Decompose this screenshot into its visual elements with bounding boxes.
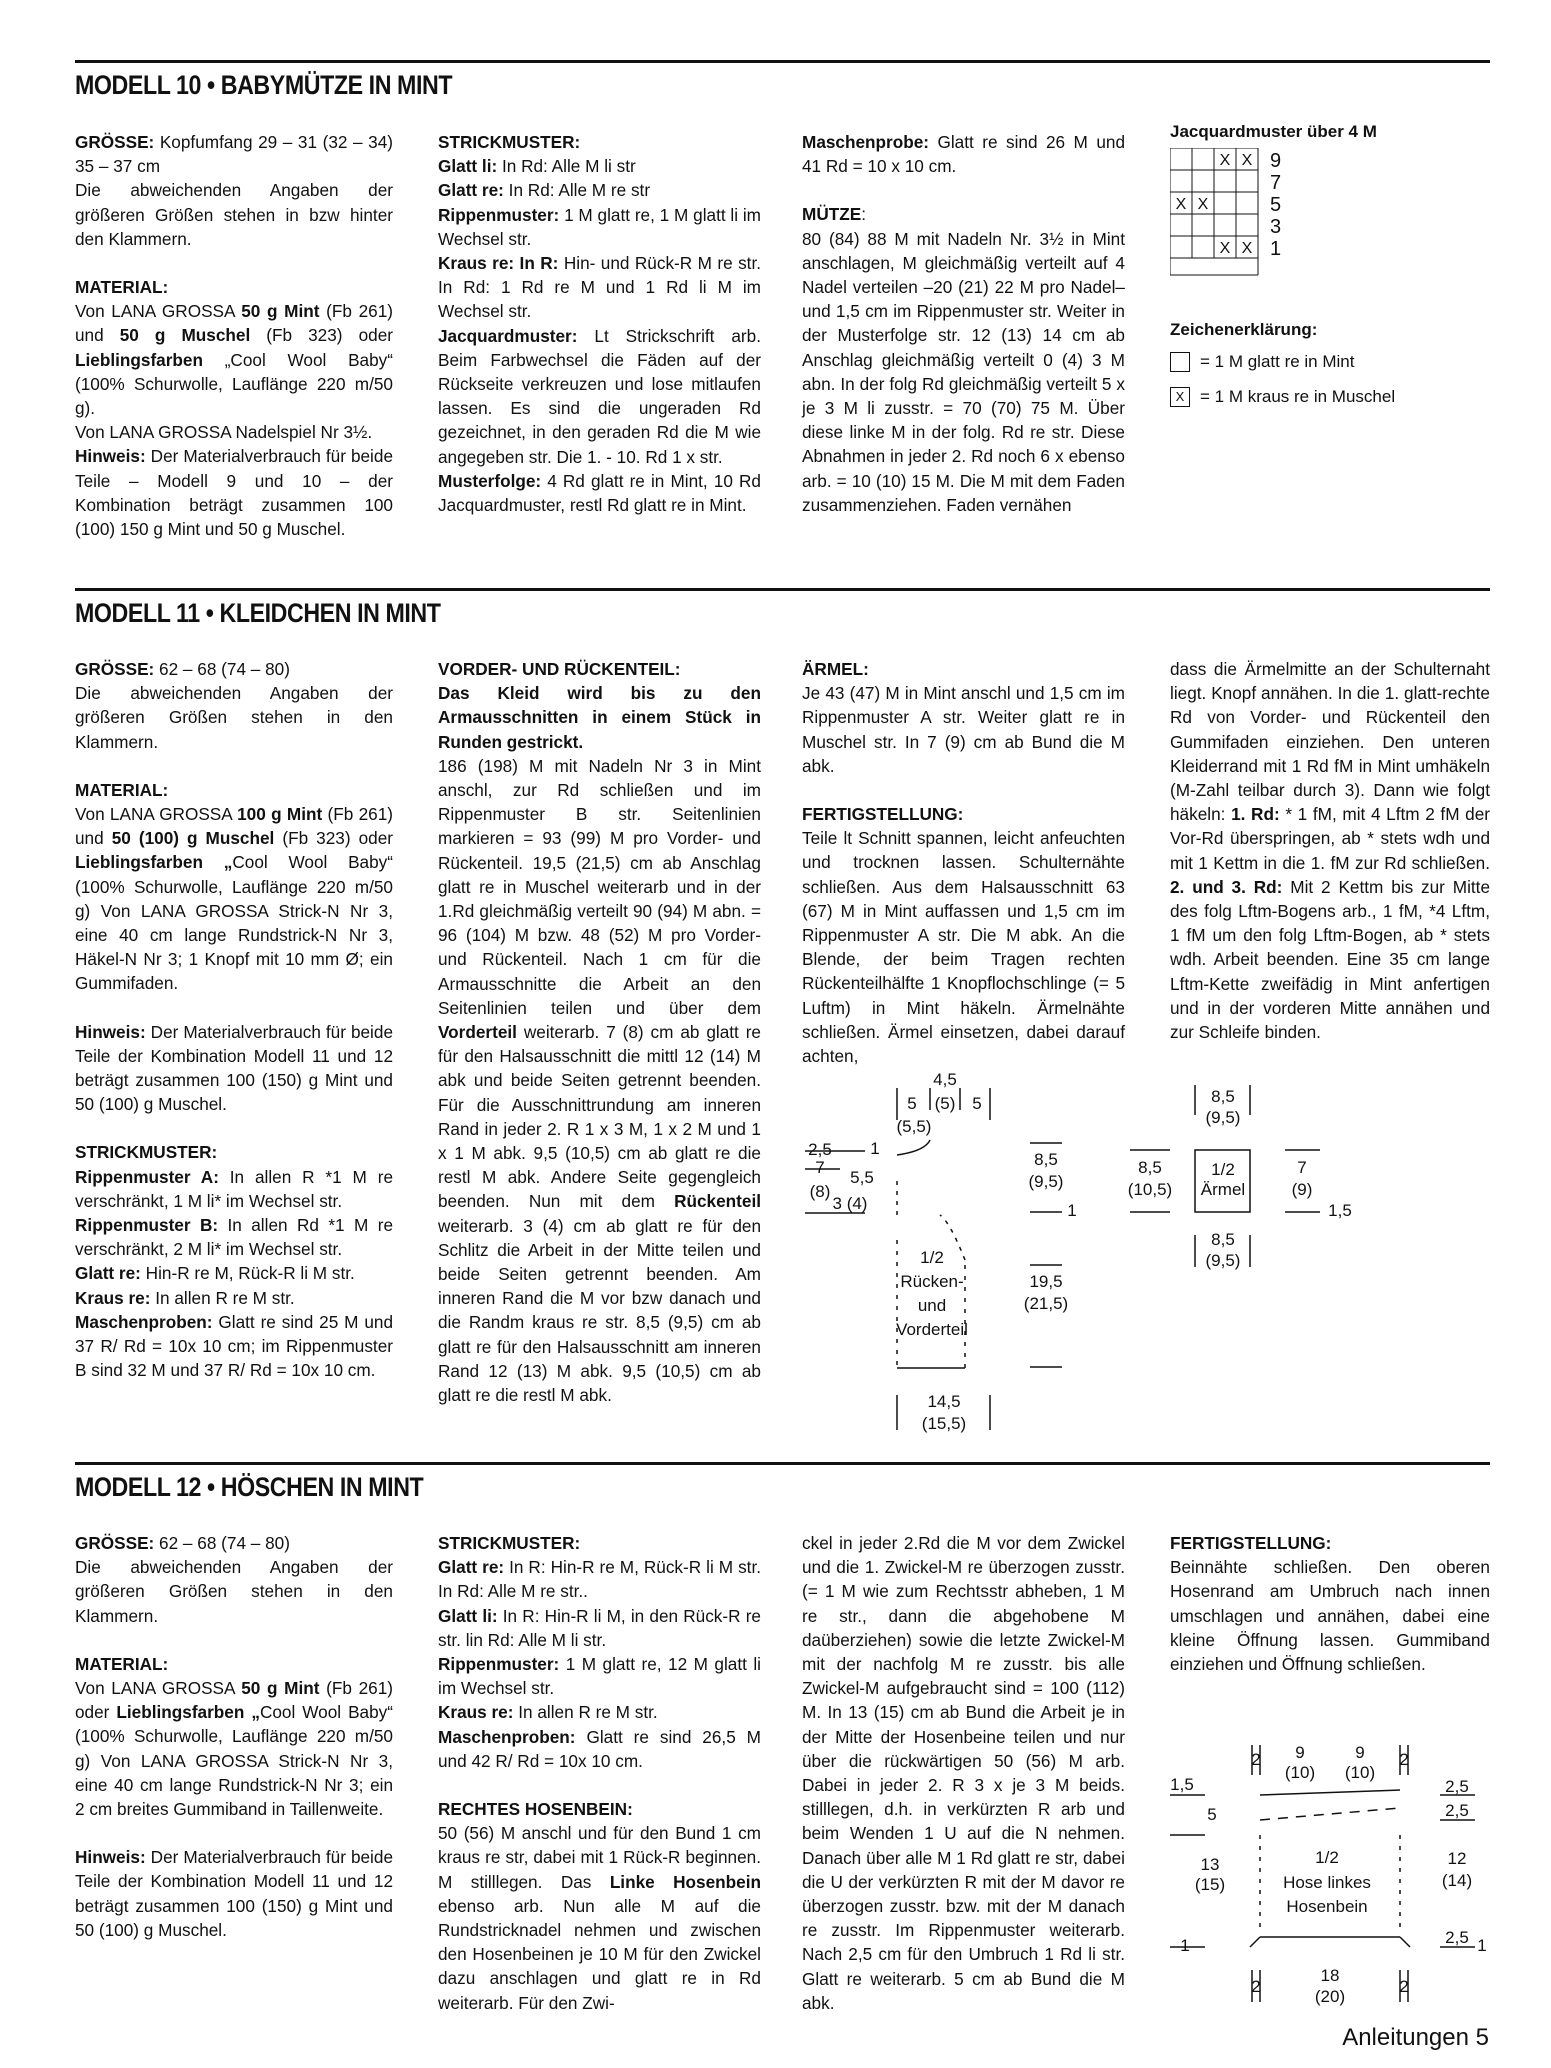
bold-text: Maschenproben: xyxy=(75,1311,213,1332)
bold-text: Maschenproben: xyxy=(438,1726,576,1747)
part-label: Vorderteil xyxy=(896,1320,968,1339)
body-text: In R: Hin-R li M, in den Rück-R re str. lin Rd: Alle M li str. xyxy=(438,1605,761,1650)
paragraph xyxy=(75,1676,393,1821)
paragraph xyxy=(438,324,761,469)
paragraph xyxy=(1170,657,1490,1044)
body-text: (Fb 323) oder xyxy=(250,325,393,346)
schematic-pants xyxy=(1160,1740,1490,2010)
paragraph xyxy=(802,227,1125,517)
paragraph xyxy=(75,1555,393,1628)
dim-label: 19,5 xyxy=(1029,1272,1063,1291)
paragraph-gap xyxy=(75,1821,393,1845)
bold-text: GRÖSSE: xyxy=(75,1533,155,1553)
dim-label: (9,5) xyxy=(1205,1108,1241,1127)
dim-label: 2,5 xyxy=(808,1140,832,1159)
paragraph xyxy=(75,1140,393,1164)
chart-row-label: 1 xyxy=(1270,238,1282,260)
bold-text: MATERIAL: xyxy=(75,1653,169,1674)
dim-label: 1 xyxy=(1180,1936,1190,1955)
body-text: Hin-R re M, Rück-R li M str. xyxy=(140,1263,355,1284)
bold-text: ÄRMEL: xyxy=(802,659,869,679)
bold-text: Glatt re: xyxy=(438,1557,505,1578)
body-text: weiterarb. 7 (8) cm ab glatt re für den Halsausschnitt die mittl 12 (14) M abk und beide Seiten getrennt beenden. Für die Ausschnittrundung am inneren Rand in jeder 2. R 1 x 3 M, 1 x 2 M und 1 x 1 M abk. 9,5 (10,5) cm ab glatt re die restl M abk. Andere Seite gegengleich beenden. Nun mit dem xyxy=(438,1022,761,1212)
dim-label: 12 xyxy=(1447,1849,1467,1868)
body-text: In allen R re M str. xyxy=(150,1287,295,1308)
paragraph xyxy=(438,154,761,178)
paragraph xyxy=(438,657,761,681)
body-text: Der Materialverbrauch für beide Teile – Modell 9 und 10 – der Kombination beträgt zusammen 100 (100) 150 g Mint und 50 g Muschel. xyxy=(75,446,393,540)
dim-label: 8,5 xyxy=(1211,1087,1235,1106)
paragraph xyxy=(75,778,393,802)
dim-label: 8,5 xyxy=(1138,1158,1162,1177)
paragraph xyxy=(75,1652,393,1676)
dim-label: 2,5 xyxy=(1445,1928,1469,1947)
dim-label: (5) xyxy=(934,1094,956,1113)
modell12-col-4 xyxy=(1170,1531,1490,1676)
paragraph xyxy=(802,130,1125,178)
dim-label: 2,5 xyxy=(1445,1777,1469,1796)
bold-text: GRÖSSE: xyxy=(75,659,155,679)
bold-text: Glatt li: xyxy=(438,156,498,177)
modell11-col-1 xyxy=(75,657,393,1382)
chart-row-label: 9 xyxy=(1270,150,1282,172)
bold-text: Musterfolge: xyxy=(438,470,542,491)
bold-text: Rippenmuster: xyxy=(438,204,560,225)
bold-text: MÜTZE xyxy=(802,204,862,225)
page-footer: Anleitungen 5 xyxy=(1342,2024,1489,2051)
neckline xyxy=(897,1140,930,1155)
jacquard-chart xyxy=(1170,148,1370,278)
body-text: (Fb 261) und xyxy=(75,301,393,346)
paragraph xyxy=(438,469,761,517)
body-text: In Rd: Alle M re str xyxy=(503,180,651,201)
jacquard-chart-block xyxy=(1170,122,1490,422)
body-text: Teile lt Schnitt spannen, leicht anfeuchten und trocknen lassen. Schulternähte schließen. Aus dem Halsausschnitt 63 (67) M in Mint auffassen und 1,5 cm im Rippenmuster A str. Die M abk. An die Blende, der beim Tragen rechten Rückenteilhälfte 1 Knopflochschlinge (= 5 Luftm) in Mint häkeln. Ärmelnähte schließen. Ärmel einsetzen, dabei darauf achten, xyxy=(802,828,1125,1067)
dim-label: 8,5 xyxy=(1034,1150,1058,1169)
dim-label: 2 xyxy=(1251,1750,1261,1769)
bold-text: 50 (100) g Muschel xyxy=(111,828,275,849)
bold-text: Linke Hosenbein xyxy=(609,1871,761,1892)
chart-repeat-bracket xyxy=(1170,258,1258,275)
body-text: Von LANA GROSSA xyxy=(75,1678,242,1699)
body-text: In allen Rd *1 M re verschränkt, 2 M li* im Wechsel str. xyxy=(75,1215,394,1260)
dim-label: 1,5 xyxy=(1328,1201,1352,1220)
chart-row-label: 7 xyxy=(1270,172,1282,194)
body-text: dass die Ärmelmitte an der Schulternaht liegt. Knopf annähen. In die 1. glatt-rechte Rd von Vorder- und Rückenteil den Gummifaden einziehen. Den unteren Kleiderrand mit 1 Rd fM in Mint umhäkeln (M-Zahl teilbar durch 3). Dann wie folgt häkeln: xyxy=(1170,659,1490,825)
dim-label: (8) xyxy=(809,1182,831,1201)
dim-label: 2 xyxy=(1399,1977,1409,1996)
paragraph xyxy=(75,1286,393,1310)
body-text: In R: Hin-R re M, Rück-R li M str. In Rd: Alle M re str.. xyxy=(438,1557,761,1602)
paragraph xyxy=(1170,1555,1490,1676)
dim-label: (9,5) xyxy=(1205,1251,1241,1270)
bold-text: Vorderteil xyxy=(438,1022,517,1043)
bold-text: Kraus re: xyxy=(75,1287,151,1308)
paragraph xyxy=(438,203,761,251)
bold-text: Lieblingsfarben „ xyxy=(75,852,233,873)
paragraph xyxy=(75,420,393,444)
body-text: Der Materialverbrauch für beide Teile der Kombination Modell 11 und 12 beträgt zusammen 100 (150) g Mint und 50 (100) g Muschel. xyxy=(75,1847,393,1940)
body-text: 62 – 68 (74 – 80) xyxy=(154,1533,290,1553)
body-text: (Fb 261) oder xyxy=(75,1678,393,1723)
paragraph xyxy=(802,681,1125,778)
body-text: 1 M glatt re, 1 M glatt li im Wechsel str. xyxy=(438,204,761,249)
bold-text: Rippenmuster: xyxy=(438,1654,560,1675)
bold-text: MATERIAL: xyxy=(75,779,169,800)
body-text: : xyxy=(861,204,866,225)
body-text: Lt Strickschrift arb. Beim Farbwechsel die Fäden auf der Rückseite verkreuzen und lose mitlaufen lassen. Es sind die ungeraden Rd gezeichnet, in den geraden Rd die M wie angegeben str. Die 1. - 10. Rd 1 x str. xyxy=(438,325,761,467)
modell11-col-2 xyxy=(438,657,761,1407)
legend-label: = 1 M glatt re in Mint xyxy=(1200,352,1355,371)
paragraph xyxy=(802,1531,1125,2015)
dim-label: 18 xyxy=(1320,1966,1340,1985)
fold-line-dashed xyxy=(1260,1808,1400,1820)
legend-item-muschel xyxy=(1170,387,1395,407)
section-divider xyxy=(75,588,1490,591)
bold-text: RECHTES HOSENBEIN: xyxy=(438,1799,633,1820)
bold-text: Das Kleid wird bis zu den Armausschnitten in einem Stück in Runden gestrickt. xyxy=(438,683,761,752)
body-text: Von LANA GROSSA xyxy=(75,301,242,322)
bold-text: STRICKMUSTER: xyxy=(438,132,581,152)
dim-label: (9) xyxy=(1291,1180,1313,1199)
paragraph xyxy=(438,1725,761,1773)
dim-label: 2 xyxy=(1399,1750,1409,1769)
section-title-modell-12: MODELL 12 • HÖSCHEN IN MINT xyxy=(75,1472,424,1502)
bold-text: FERTIGSTELLUNG: xyxy=(802,804,964,825)
section-title-modell-11: MODELL 11 • KLEIDCHEN IN MINT xyxy=(75,598,441,628)
body-text: ckel in jeder 2.Rd die M vor dem Zwickel und die 1. Zwickel-M re überzogen zusstr. (= 1 M wie zum Rechtsstr abheben, 1 M re str., dann die abgehobene M daüberziehen) sowie die letzte Zwickel-M mit der nachfolg M re zusstr. bis alle Zwickel-M aufgebraucht sind = 100 (112) M. In 13 (15) cm ab Bund die Arbeit je in der Mitte der Hosenbeine teilen und nur über die rückwärtigen 50 (56) M arb. Dabei in jeder 2. R 3 x je 3 M beids. stilllegen, d.h. in verkürzten R arb und beim Wenden 1 U auf die N nehmen. Danach über alle M 1 Rd glatt re str, dabei die U der verkürzten R mit der M davor re überzogen zusstr. bzw. mit der M danach re zusstr. Im Rippenmuster weiterarb. Nach 2,5 cm für den Umbruch 1 Rd li str. Glatt re weiterarb. 5 cm ab Bund die M abk. xyxy=(802,1533,1125,2013)
bold-text: Glatt re: xyxy=(438,180,504,201)
modell11-col-4 xyxy=(1170,657,1490,1044)
dim-label: (21,5) xyxy=(1023,1294,1069,1313)
modell10-col-1 xyxy=(75,130,393,541)
paragraph xyxy=(75,1165,393,1213)
bold-text: 100 g Mint xyxy=(237,804,323,825)
body-text: Je 43 (47) M in Mint anschl und 1,5 cm im Rippenmuster A str. Weiter glatt re in Muschel str. In 7 (9) cm ab Bund die M abk. xyxy=(802,683,1125,776)
body-text: Der Materialverbrauch für beide Teile der Kombination Modell 11 und 12 beträgt zusammen 100 (150) g Mint und 50 (100) g Muschel. xyxy=(75,1021,393,1115)
body-text: (Fb 323) oder xyxy=(274,828,393,849)
chart-cell-x: X xyxy=(1241,152,1253,169)
paragraph xyxy=(438,1531,761,1555)
bold-text: Rippenmuster A: xyxy=(75,1166,219,1187)
dim-label: 3 (4) xyxy=(832,1194,868,1213)
body-text: Die abweichenden Angaben der größeren Größen stehen in bzw hinter den Klammern. xyxy=(75,180,393,249)
body-text: Hin- und Rück-R M re str. In Rd: 1 Rd re M und 1 Rd li M im Wechsel str. xyxy=(438,253,761,322)
dim-label: 9 xyxy=(1355,1743,1365,1762)
dim-label: 5 xyxy=(972,1094,982,1113)
dim-label: 1 xyxy=(1477,1936,1487,1955)
paragraph xyxy=(75,1310,393,1383)
paragraph xyxy=(438,1797,761,1821)
dim-label: 14,5 xyxy=(927,1392,961,1411)
body-text: In allen R re M str. xyxy=(513,1702,658,1723)
body-text: Mit 2 Kettm bis zur Mitte des folg Lftm-Bogens arb., 1 fM, *4 Lftm, 1 fM um den folg Lftm-Bogen, ab * stets wdh. Arbeit beenden. Eine 35 cm lange Lftm-Kette zweifädig in Mint anfertigen und in der vorderen Mitte annähen und zur Schleife binden. xyxy=(1170,876,1491,1043)
paragraph-gap xyxy=(75,1628,393,1652)
body-text: weiterarb. 3 (4) cm ab glatt re für den Schlitz die Arbeit in der Mitte teilen und beide Seiten getrennt beenden. Am inneren Rand die M vor bzw danach und die Randm kraus re str. 8,5 (9,5) cm ab glatt re für den Halsausschnitt am inneren Rand 12 (13) M abk. 9,5 (10,5) cm ab glatt re die restl M abk. xyxy=(438,1215,761,1406)
modell10-col-3 xyxy=(802,130,1125,517)
bold-text: Lieblingsfarben xyxy=(75,349,203,370)
paragraph-gap xyxy=(438,1773,761,1797)
bold-text: Glatt re: xyxy=(75,1263,141,1284)
bold-text: FERTIGSTELLUNG: xyxy=(1170,1533,1332,1553)
bold-text: Hinweis: xyxy=(75,1847,146,1868)
modell12-col-2 xyxy=(438,1531,761,2015)
paragraph xyxy=(438,1652,761,1700)
chart-cell-x: X xyxy=(1241,240,1253,257)
bold-text: Glatt li: xyxy=(438,1605,498,1626)
bold-text: Lieblingsfarben „ xyxy=(116,1702,260,1723)
body-text: Die abweichenden Angaben der größeren Größen stehen in den Klammern. xyxy=(75,1557,393,1626)
dim-label: 13 xyxy=(1200,1855,1220,1874)
dim-label: 5,5 xyxy=(850,1168,874,1187)
part-label: Rücken- xyxy=(900,1272,964,1291)
paragraph-gap xyxy=(75,996,393,1020)
part-label: und xyxy=(917,1296,947,1315)
paragraph-gap xyxy=(75,251,393,275)
paragraph xyxy=(438,251,761,324)
body-text: Cool Wool Baby“ (100% Schurwolle, Lauflänge 220 m/50 g) Von LANA GROSSA Strick-N Nr 3, eine 40 cm lange Rundstrick-N Nr 3; ein 2 cm breites Gummiband in Taillenweite. xyxy=(75,1702,393,1820)
dim-label: (10) xyxy=(1284,1763,1316,1782)
body-text: Glatt re sind 25 M und 37 R/ Rd = 10x 10 cm; im Rippenmuster B sind 32 M und 37 R/ Rd = 10x 10 cm. xyxy=(75,1311,393,1381)
body-text: Von LANA GROSSA Nadelspiel Nr 3½. xyxy=(75,422,373,443)
paragraph xyxy=(802,202,1125,226)
paragraph xyxy=(75,299,393,420)
body-text: 1 M glatt re, 12 M glatt li im Wechsel str. xyxy=(438,1654,761,1699)
part-label: Ärmel xyxy=(1200,1180,1246,1199)
bold-text: Kraus re: In R: xyxy=(438,253,559,274)
legend-x-square-icon: X xyxy=(1170,387,1190,407)
body-text: ebenso arb. Nun alle M auf die Rundstricknadel nehmen und zwischen den Hosenbeinen je 10 M für den Zwickel dazu anschlagen und glatt re in Rd weiterarb. Für den Zwi- xyxy=(438,1895,761,2013)
paragraph xyxy=(438,178,761,202)
paragraph xyxy=(802,802,1125,826)
bold-text: 50 g Muschel xyxy=(119,325,251,346)
chart-cell-x: X xyxy=(1219,152,1231,169)
chart-cell-x: X xyxy=(1175,196,1187,213)
schematic-sleeve xyxy=(1125,1085,1365,1285)
waist-line xyxy=(1260,1790,1400,1795)
bold-text: STRICKMUSTER: xyxy=(438,1533,581,1553)
paragraph-gap xyxy=(802,778,1125,802)
paragraph xyxy=(75,275,393,299)
legend-empty-square-icon xyxy=(1170,352,1190,372)
paragraph xyxy=(75,657,393,681)
paragraph xyxy=(75,130,393,178)
paragraph xyxy=(438,754,761,1407)
body-text: In Rd: Alle M li str xyxy=(497,156,636,177)
bold-text: Rippenmuster B: xyxy=(75,1215,219,1236)
paragraph xyxy=(438,1700,761,1724)
modell12-col-1 xyxy=(75,1531,393,1942)
part-label: Hosenbein xyxy=(1286,1897,1368,1916)
bold-text: Hinweis: xyxy=(75,1021,146,1042)
dim-label: 7 xyxy=(1297,1158,1307,1177)
paragraph xyxy=(438,130,761,154)
paragraph xyxy=(75,1261,393,1285)
paragraph xyxy=(75,1845,393,1942)
bold-text: Maschenprobe: xyxy=(802,132,930,152)
bold-text: MATERIAL: xyxy=(75,277,169,298)
dim-label: 8,5 xyxy=(1211,1230,1235,1249)
legend-title: Zeichenerklärung: xyxy=(1170,320,1318,339)
body-text: 4 Rd glatt re in Mint, 10 Rd Jacquardmuster, restl Rd glatt re in Mint. xyxy=(438,470,761,516)
dim-label: 1 xyxy=(870,1139,880,1158)
dim-label: (14) xyxy=(1441,1871,1473,1890)
hem-corner xyxy=(1250,1937,1260,1947)
body-text: Von LANA GROSSA xyxy=(75,804,238,825)
bold-text: Kraus re: xyxy=(438,1702,514,1723)
dim-label: (10,5) xyxy=(1127,1180,1173,1199)
body-text: Die abweichenden Angaben der größeren Größen stehen in den Klammern. xyxy=(75,683,393,752)
dim-label: 4,5 xyxy=(933,1070,957,1089)
dim-label: (10) xyxy=(1344,1763,1376,1782)
body-text: Glatt re sind 26 M und 41 Rd = 10 x 10 cm. xyxy=(802,132,1125,177)
bold-text: 50 g Mint xyxy=(241,301,320,322)
paragraph xyxy=(438,1604,761,1652)
paragraph xyxy=(438,681,761,754)
paragraph-gap xyxy=(75,1116,393,1140)
section-divider xyxy=(75,1462,1490,1465)
paragraph xyxy=(75,1213,393,1261)
dim-label: (9,5) xyxy=(1028,1172,1064,1191)
legend-label: = 1 M kraus re in Muschel xyxy=(1200,387,1396,406)
bold-text: 2. und 3. Rd: xyxy=(1170,876,1283,897)
legend-item-mint xyxy=(1170,352,1354,372)
paragraph xyxy=(75,802,393,996)
chart-cell-x: X xyxy=(1197,196,1209,213)
paragraph xyxy=(75,1020,393,1117)
body-text: 186 (198) M mit Nadeln Nr 3 in Mint anschl, zur Rd schließen und im Rippenmuster B str. Seitenlinien markieren = 93 (99) M pro Vorder- und Rückenteil. 19,5 (21,5) cm ab Anschlag glatt re in Muschel weiterarb und in der 1.Rd gleichmäßig verteilt 90 (94) M abn. = 96 (104) M bzw. 48 (52) M pro Vorder- und Rückenteil. Nach 1 cm für die Armausschnitte die Arbeit an den Seitenlinien teilen und über dem xyxy=(438,755,761,1018)
dim-label: 1 xyxy=(1067,1201,1077,1220)
modell11-col-3 xyxy=(802,657,1125,1068)
dim-label: 2 xyxy=(1251,1977,1261,1996)
part-label: 1/2 xyxy=(1315,1848,1339,1867)
bold-text: 1. Rd: xyxy=(1231,804,1280,825)
dim-label: (15,5) xyxy=(921,1414,967,1433)
bold-text: Rückenteil xyxy=(674,1191,761,1212)
paragraph xyxy=(75,1531,393,1555)
dim-label: (5,5) xyxy=(896,1117,932,1136)
paragraph xyxy=(802,826,1125,1068)
jacquard-chart-title: Jacquardmuster über 4 M xyxy=(1170,122,1377,141)
chart-cell-x: X xyxy=(1219,240,1231,257)
part-label: Hose linkes xyxy=(1283,1873,1371,1892)
body-text: In allen R *1 M re verschränkt, 1 M li* im Wechsel str. xyxy=(75,1166,394,1211)
bold-text: Hinweis: xyxy=(75,446,146,467)
body-text: 80 (84) 88 M mit Nadeln Nr. 3½ in Mint anschlagen, M gleichmäßig verteilt auf 4 Nadel verteilen –20 (21) 22 M pro Nadel– und 1,5 cm im Rippenmuster str. Weiter in der Musterfolge str. 12 (13) 14 cm ab Anschlag gleichmäßig verteilt 0 (4) 3 M abn. In der folg Rd gleichmäßig verteilt 5 x je 3 M li zusstr. = 70 (70) 75 M. Über diese linke M in der folg. Rd re str. Diese Abnahmen in jeder 2. Rd noch 6 x ebenso arb. = 10 (10) 15 M. Die M mit dem Faden zusammenziehen. Faden vernähen xyxy=(802,228,1125,515)
body-text: 50 (56) M anschl und für den Bund 1 cm kraus re str, dabei mit 1 Rück-R beginnen. M stilllegen. Das xyxy=(438,1823,761,1892)
body-text: (Fb 261) und xyxy=(75,804,393,849)
dim-label: 5 xyxy=(1207,1805,1217,1824)
paragraph xyxy=(438,1821,761,2015)
body-text: Kopfumfang 29 – 31 (32 – 34) 35 – 37 cm xyxy=(75,132,393,177)
paragraph xyxy=(75,681,393,754)
paragraph xyxy=(75,178,393,251)
modell10-col-2 xyxy=(438,130,761,517)
body-text: * 1 fM, mit 4 Lftm 2 fM der Vor-Rd überspringen, ab * stets wdh und mit 1 Kettm in die 1. fM zur Rd schließen. xyxy=(1170,804,1491,873)
paragraph xyxy=(438,1555,761,1603)
paragraph xyxy=(1170,1531,1490,1555)
dim-label: 7 xyxy=(815,1158,825,1177)
schematic-body xyxy=(800,1065,1100,1435)
dim-label: (15) xyxy=(1194,1875,1226,1894)
bold-text: GRÖSSE: xyxy=(75,132,155,152)
body-text: Cool Wool Baby“ (100% Schurwolle, Lauflänge 220 m/50 g) Von LANA GROSSA Strick-N Nr 3, eine 40 cm lange Rundstrick-N Nr 3, Häkel-N Nr 3; 1 Knopf mit 10 mm Ø; ein Gummifaden. xyxy=(75,852,393,994)
dim-label: 2,5 xyxy=(1445,1801,1469,1820)
paragraph-gap xyxy=(75,754,393,778)
body-text: Glatt re sind 26,5 M und 42 R/ Rd = 10x 10 cm. xyxy=(438,1726,761,1771)
bold-text: VORDER- UND RÜCKENTEIL: xyxy=(438,659,681,679)
body-text: Beinnähte schließen. Den oberen Hosenrand am Umbruch nach innen umschlagen und annähen, dabei eine kleine Öffnung lassen. Gummiband einziehen und Öffnung schließen. xyxy=(1170,1557,1490,1675)
bold-text: 50 g Mint xyxy=(241,1678,320,1699)
body-text: „Cool Wool Baby“ (100% Schurwolle, Lauflänge 220 m/50 g). xyxy=(75,349,393,419)
dim-label: (20) xyxy=(1314,1987,1346,2006)
section-title-modell-10: MODELL 10 • BABYMÜTZE IN MINT xyxy=(75,70,453,100)
part-label: 1/2 xyxy=(1211,1160,1235,1179)
paragraph xyxy=(75,444,393,541)
part-label: 1/2 xyxy=(920,1248,944,1267)
bold-text: Jacquardmuster: xyxy=(438,325,578,346)
body-text: 62 – 68 (74 – 80) xyxy=(154,659,290,679)
paragraph xyxy=(802,657,1125,681)
section-divider xyxy=(75,60,1490,63)
chart-row-label: 5 xyxy=(1270,194,1282,216)
bold-text: STRICKMUSTER: xyxy=(75,1142,218,1163)
dim-label: 1,5 xyxy=(1170,1775,1194,1794)
modell12-col-3 xyxy=(802,1531,1125,2015)
dim-label: 9 xyxy=(1295,1743,1305,1762)
hem-corner xyxy=(1400,1937,1410,1947)
chart-row-label: 3 xyxy=(1270,216,1282,238)
dim-label: 5 xyxy=(907,1094,917,1113)
paragraph-gap xyxy=(802,178,1125,202)
